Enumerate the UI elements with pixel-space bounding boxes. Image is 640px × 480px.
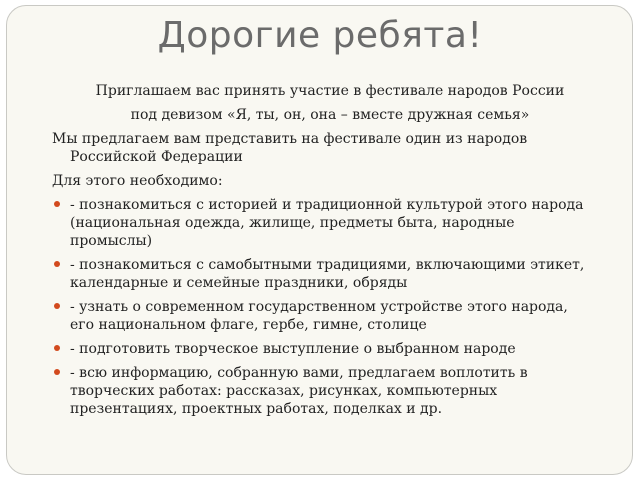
bullet-dot-icon <box>54 345 60 351</box>
list-item <box>52 256 590 292</box>
paragraph-requirements: Для этого необходимо: <box>52 173 223 189</box>
bullet-dot-icon <box>54 261 60 267</box>
paragraph-proposal-text: Мы предлагаем вам представить на фестивале один из народов Российской Федерации <box>52 131 528 165</box>
paragraph-proposal <box>52 130 590 166</box>
intro-line-1: Приглашаем вас принять участие в фестивале народов России <box>95 83 565 99</box>
bullet-dot-icon <box>54 369 60 375</box>
slide-body <box>52 82 590 424</box>
slide-title: Дорогие ребята! <box>157 15 483 56</box>
list-item <box>52 298 590 334</box>
list-item-text: - познакомиться с историей и традиционной культурой этого народа (национальная одежда, жилище, предметы быта, народные промыслы) <box>70 197 584 249</box>
bullet-dot-icon <box>54 201 60 207</box>
list-item <box>52 196 590 250</box>
list-item-text: - всю информацию, собранную вами, предлагаем воплотить в творческих работах: рассказах, рисунках, компьютерных презентациях, проектных работах, поделках и др. <box>70 365 528 417</box>
requirements-list <box>52 196 590 418</box>
list-item-text: - узнать о современном государственном устройстве этого народа, его национальном флаге, гербе, гимне, столице <box>70 299 568 333</box>
list-item-text: - познакомиться с самобытными традициями, включающими этикет, календарные и семейные праздники, обряды <box>70 257 585 291</box>
bullet-dot-icon <box>54 303 60 309</box>
intro-line-2: под девизом «Я, ты, он, она – вместе дружная семья» <box>130 107 530 123</box>
intro-block <box>70 82 590 124</box>
list-item-text: - подготовить творческое выступление о выбранном народе <box>70 341 516 357</box>
list-item <box>52 340 590 358</box>
list-item <box>52 364 590 418</box>
